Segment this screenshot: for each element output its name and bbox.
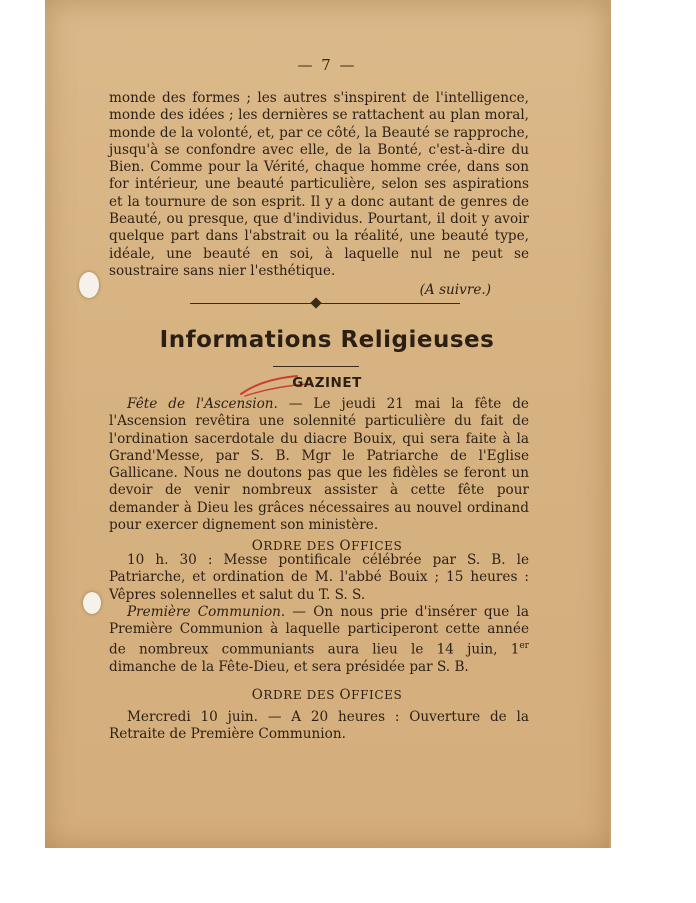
paragraph-esthetique: monde des formes ; les autres s'inspirent de l'intelligence, monde des idées ; les dernières se rattachent au plan moral, monde de la volonté, et, par ce côté, la Beauté se rapproche, jusqu'à se confondre avec elle, de la Bonté, c'est-à-dire du Bien. Comme pour la Vérité, chaque homme crée, dans son for intérieur, une beauté particulière, selon ses aspirations et la tournure de son esprit. Il y a donc autant de genres de Beauté, ou presque, que d'individus. Pourtant, il doit y avoir quelque part dans l'abstrait ou la réalité, une beauté type, idéale, une beauté en soi, à laquelle nul ne peut se soustraire sans nier l'esthétique. — [109, 90, 529, 279]
section-title: Informations Religieuses — [159, 327, 495, 353]
paragraph-offices-communion: Mercredi 10 juin. — A 20 heures : Ouverture de la Retraite de Première Communion. — [109, 709, 529, 743]
punch-hole — [79, 272, 99, 298]
communion-heading: Première Communion. — [127, 603, 286, 620]
paragraph-ascension — [109, 396, 529, 534]
page-number: — 7 — — [297, 56, 357, 74]
ascension-heading: Fête de l'Ascension. — [127, 396, 278, 412]
document-page — [45, 0, 611, 848]
a-suivre-note: (A suivre.) — [419, 282, 491, 298]
parish-heading: GAZINET — [292, 375, 362, 391]
ordre-des-offices-heading: ORDRE DES OFFICES — [251, 687, 403, 703]
punch-hole — [83, 592, 101, 614]
ordre-des-offices-heading: ORDRE DES OFFICES — [251, 538, 403, 554]
ascension-body: — Le jeudi 21 mai la fête de l'Ascension revêtira une solennité particulière du fait de l'ordination sacerdotale du diacre Bouix, qui sera faite à la Grand'Messe, par S. B. Mgr le Patriarche de l'Eglise Gallicane. Nous ne doutons pas que les fidèles se feront un devoir de venir nombreux assister à cette fête pour demander à Dieu les grâces nécessaires au nouvel ordinand pour exercer dignement son ministère. — [109, 396, 529, 534]
section-divider — [190, 303, 460, 304]
paragraph-offices-ascension: 10 h. 30 : Messe pontificale célébrée par S. B. le Patriarche, et ordination de M. l'abbé Bouix ; 15 heures : Vêpres solennelles et salut du T. S. S. Première Communion. — On nous prie d'insérer que la Première Communion à laquelle participeront cette année de nombreux communiants aura lieu le 14 juin, 1er dimanche de la Fête-Dieu, et sera présidée par S. B. — [109, 552, 529, 676]
title-underline — [273, 366, 359, 367]
divider-diamond-ornament — [310, 297, 321, 308]
